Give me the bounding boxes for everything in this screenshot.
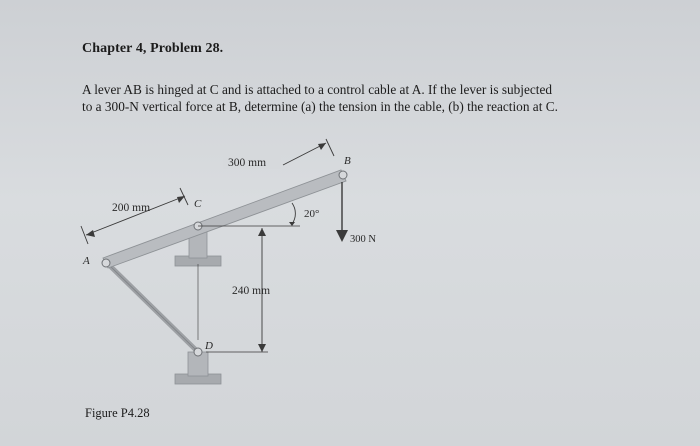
pin-a: [102, 259, 110, 267]
label-point-c: C: [194, 198, 202, 210]
label-240-mm: 240 mm: [232, 285, 271, 297]
figure-caption: Figure P4.28: [85, 406, 150, 420]
problem-line-1: A lever AB is hinged at C and is attached to a control cable at A. If the lever is subjected: [82, 82, 553, 97]
angle-arc: [292, 203, 295, 224]
pin-d: [194, 348, 202, 356]
label-point-b: B: [344, 155, 351, 167]
problem-line-2: to a 300-N vertical force at B, determine (a) the tension in the cable, (b) the reaction at C.: [82, 99, 558, 114]
pin-b: [339, 171, 347, 179]
label-point-d: D: [205, 340, 213, 352]
label-300-mm: 300 mm: [228, 157, 267, 169]
label-force-300-n: 300 N: [350, 234, 376, 245]
chapter-title: Chapter 4, Problem 28.: [82, 41, 224, 56]
label-point-a: A: [83, 255, 90, 267]
label-angle-20: 20°: [304, 208, 320, 220]
label-200-mm: 200 mm: [112, 202, 151, 214]
